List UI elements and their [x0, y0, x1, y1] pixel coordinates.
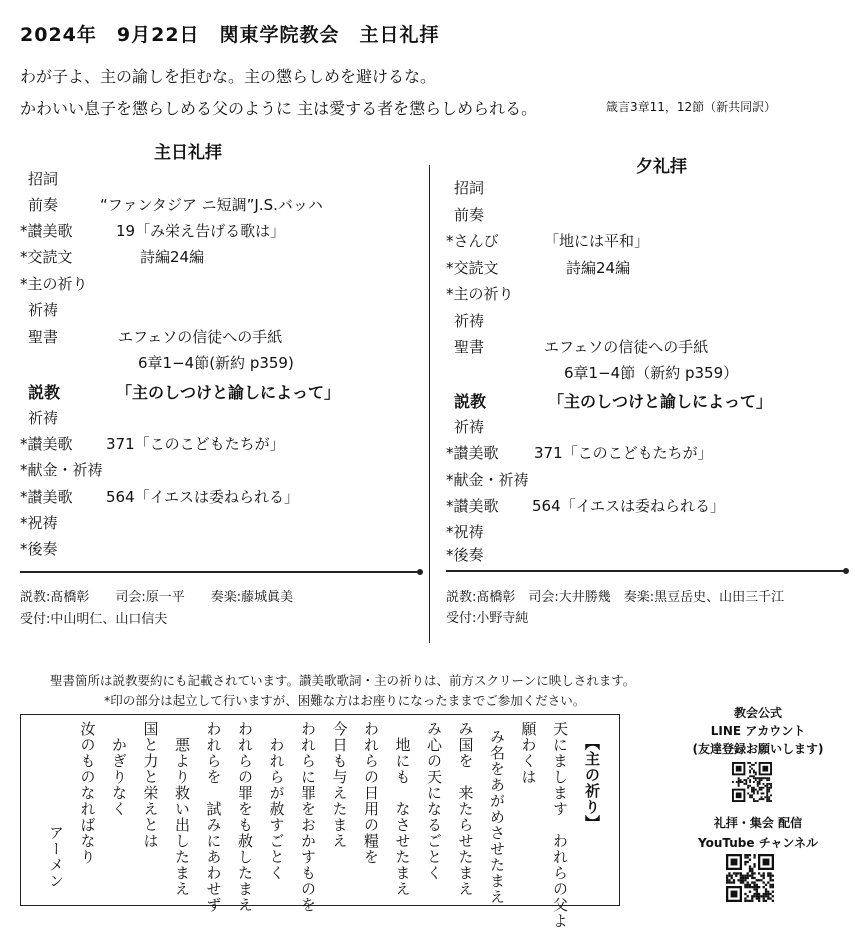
lords-prayer-line: 汝のものなればなり [78, 721, 97, 865]
lords-prayer-line: われらを 試みにあわせず [204, 721, 223, 913]
order-item-detail: 564「イエスは委ねられる」 [106, 488, 300, 506]
order-item-detail: 6章1−4節(新約 p359) [138, 354, 294, 372]
order-item-detail: 19「み栄え告げる歌は」 [116, 222, 286, 240]
order-item [20, 352, 294, 372]
lords-prayer-line: み名をあがめさせたまえ [488, 729, 506, 905]
lords-prayer-line: われらの日用の糧を [362, 721, 380, 865]
lords-prayer-title: 【主の祈り】 [583, 735, 601, 831]
order-item-detail: 564「イエスは委ねられる」 [532, 497, 726, 515]
lords-prayer-line: 国と力と栄えとは [141, 721, 160, 849]
order-item [446, 362, 739, 382]
order-item-label: 前奏 [28, 196, 59, 214]
order-item [446, 230, 650, 251]
lords-prayer-line: み国を 来たらせたまえ [456, 721, 475, 897]
lords-prayer-line: 今日も与えたまえ [330, 721, 349, 849]
order-item-label: 祈祷 [28, 409, 59, 427]
youtube-channel: YouTube チャンネル [698, 836, 818, 850]
order-item-detail: 詩編24編 [140, 248, 205, 266]
morning-title: 主日礼拝 [154, 143, 222, 163]
column-divider [429, 165, 430, 643]
order-item [20, 299, 58, 320]
youtube-title: 礼拝・集会 配信 [713, 816, 803, 830]
order-item [446, 257, 631, 278]
order-item [20, 433, 285, 454]
order-item [20, 326, 283, 347]
order-item-label: *主の祈り [446, 285, 514, 303]
order-item-label: *讃美歌 [446, 497, 499, 515]
order-item [446, 336, 709, 357]
order-item [446, 310, 484, 331]
order-item-label: 聖書 [454, 338, 485, 356]
order-item-label: 前奏 [454, 206, 485, 224]
order-item-detail: “ファンタジア ニ短調”J.S.バッハ [100, 196, 323, 214]
order-item-detail: 371「このこどもたちが」 [534, 444, 713, 462]
order-item [446, 442, 713, 463]
note-line-2: *印の部分は起立して行いますが、困難な方はお座りになったままでご参加ください。 [104, 693, 586, 708]
order-item-label: *讃美歌 [20, 222, 73, 240]
order-item-detail: エフェソの信徒への手紙 [544, 338, 709, 356]
order-item [446, 544, 484, 565]
morning-staff-line-1: 説教:髙橋彰 司会:原一平 奏楽:藤城眞美 [20, 590, 294, 605]
order-item-detail: エフェソの信徒への手紙 [118, 328, 283, 346]
order-item-label: *交読文 [446, 259, 499, 277]
order-item-label: *後奏 [20, 540, 58, 558]
order-item-label: 祈祷 [454, 418, 485, 436]
note-line-1: 聖書箇所は説教要約にも記載されています。讃美歌歌詞・主の祈りは、前方スクリーンに映しされます。 [50, 673, 636, 688]
verse-reference: 箴言3章11，12節（新共同訳） [606, 100, 777, 114]
order-item-label: 説教 [454, 392, 487, 411]
order-item-label: *讃美歌 [20, 435, 73, 453]
lords-prayer-line: 天にまします われらの父よ [551, 721, 569, 929]
line-account: LINE アカウント [710, 724, 806, 738]
lords-prayer-line: かぎりなく [110, 737, 128, 817]
lords-prayer-line: 悪より救い出したまえ [173, 737, 191, 897]
lords-prayer-line: アーメン [47, 825, 65, 889]
order-item-label: *主の祈り [20, 275, 88, 293]
order-item-label: *祝祷 [446, 523, 484, 541]
order-item-label: 祈祷 [28, 301, 59, 319]
evening-staff-line-2: 受付:小野寺純 [446, 611, 529, 626]
verse-line-2: かわいい息子を懲らしめる父のように 主は愛する者を懲らしめられる。 [20, 99, 538, 118]
order-item [20, 407, 58, 428]
lords-prayer-line: み心の天になるごとく [425, 721, 443, 881]
order-item [20, 380, 341, 403]
order-item-label: 聖書 [28, 328, 59, 346]
order-item [446, 469, 529, 490]
order-item [20, 538, 58, 559]
order-item-label: 祈祷 [454, 312, 485, 330]
order-item-label: *さんび [446, 232, 499, 250]
order-item [446, 495, 726, 516]
order-item-label: *讃美歌 [20, 488, 73, 506]
lords-prayer-line: われらが赦すごとく [267, 737, 286, 881]
order-item-detail: 「地には平和」 [544, 232, 650, 250]
order-item-label: 招詞 [454, 179, 485, 197]
morning-staff-line-2: 受付:中山明仁、山口信夫 [20, 612, 168, 627]
order-item-label: *交読文 [20, 248, 73, 266]
order-item [20, 194, 323, 215]
lords-prayer-line: われらに罪をおかすものを [299, 721, 317, 913]
order-item-detail: 「主のしつけと諭しによって」 [548, 392, 773, 411]
evening-staff-line-1: 説教:髙橋彰 司会:大井勝幾 奏楽:黒豆岳史、山田三千江 [446, 590, 785, 605]
evening-divider [446, 570, 846, 572]
order-item-label: *讃美歌 [446, 444, 499, 462]
order-item-detail: 371「このこどもたちが」 [106, 435, 285, 453]
order-item-label: 招詞 [28, 170, 59, 188]
order-item [20, 246, 205, 267]
order-item [446, 204, 484, 225]
order-item [20, 220, 286, 241]
order-item [446, 416, 484, 437]
lords-prayer-line: われらの罪をも赦したまえ [236, 721, 254, 913]
line-request: (友達登録お願いします) [692, 742, 824, 756]
evening-title: 夕礼拝 [636, 157, 687, 177]
order-item-label: *献金・祈祷 [446, 471, 529, 489]
order-item [446, 283, 514, 304]
order-item-detail: 6章1−4節（新約 p359） [564, 364, 739, 382]
morning-divider [20, 571, 420, 573]
order-item [20, 486, 300, 507]
order-item-label: *後奏 [446, 546, 484, 564]
lords-prayer-box [20, 714, 620, 929]
order-item [20, 512, 58, 533]
lords-prayer-line: 願わくは [519, 721, 538, 785]
order-item [446, 177, 484, 198]
order-item [446, 389, 773, 412]
order-item-label: *献金・祈祷 [20, 461, 103, 479]
order-item [20, 273, 88, 294]
order-item-detail: 詩編24編 [566, 259, 631, 277]
order-item [20, 459, 103, 480]
order-item [446, 521, 484, 542]
lords-prayer-line: 地にも なさせたまえ [393, 737, 412, 897]
line-qr-code-icon[interactable] [732, 762, 772, 802]
order-item-detail: 「主のしつけと諭しによって」 [116, 383, 341, 402]
order-item [20, 168, 58, 189]
order-item-label: 説教 [28, 383, 61, 402]
youtube-qr-code-icon[interactable] [726, 854, 774, 902]
page-title: 2024年 9月22日 関東学院教会 主日礼拝 [20, 24, 440, 46]
order-item-label: *祝祷 [20, 514, 58, 532]
verse-line-1: わが子よ、主の諭しを拒むな。主の懲らしめを避けるな。 [20, 67, 437, 86]
line-title: 教会公式 [733, 706, 782, 720]
